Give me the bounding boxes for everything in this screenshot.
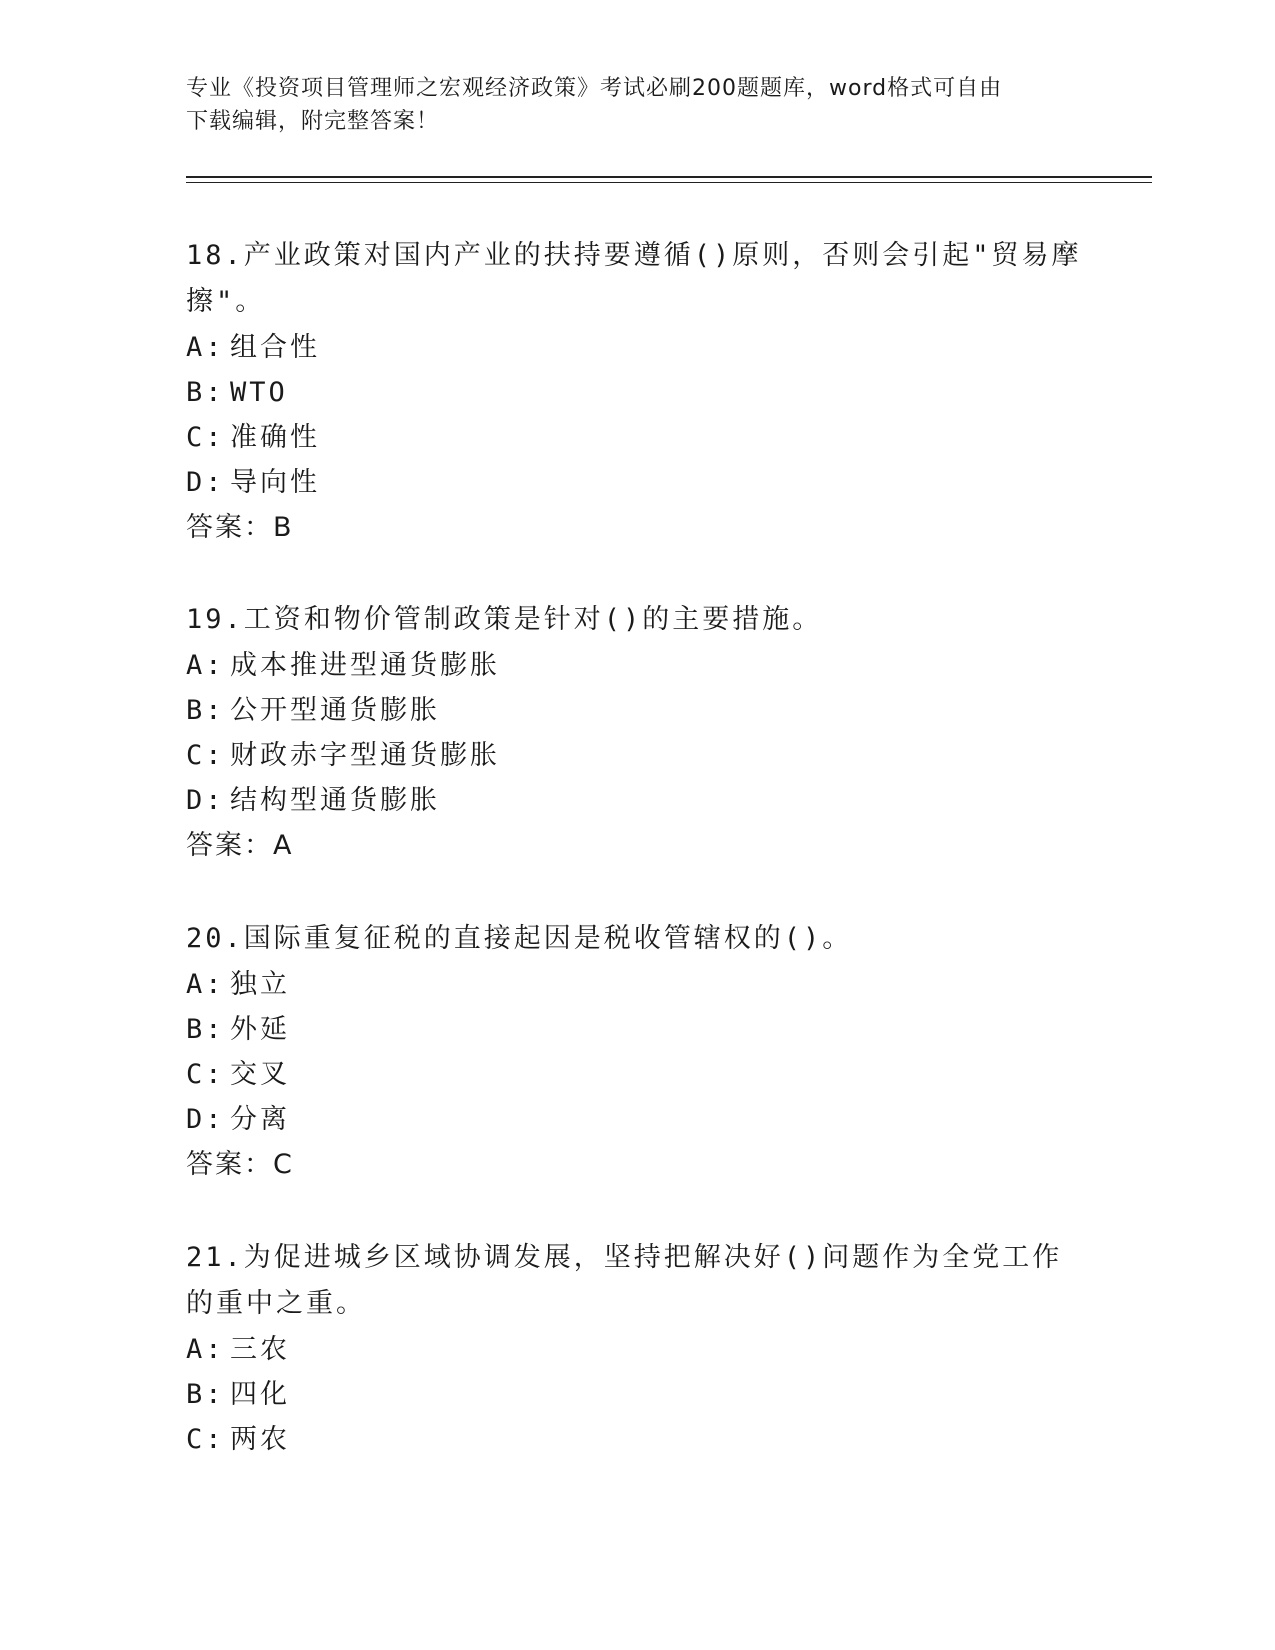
option-text: 三农 [230, 1334, 290, 1365]
question-19 [186, 597, 1086, 868]
option-label: D: [186, 467, 225, 498]
answer: 答案：C [186, 1149, 294, 1180]
question-text: 19.工资和物价管制政策是针对()的主要措施。 [186, 604, 823, 635]
option-text: 组合性 [230, 332, 320, 363]
option-text: 结构型通货膨胀 [230, 785, 440, 816]
option-a [186, 643, 1086, 688]
option-c [186, 733, 1086, 778]
option-label: B: [186, 1014, 225, 1045]
option-text: 准确性 [230, 422, 320, 453]
document-header [186, 72, 1066, 138]
option-c [186, 1417, 1086, 1462]
option-label: A: [186, 650, 225, 681]
option-label: C: [186, 422, 225, 453]
option-label: A: [186, 332, 225, 363]
option-d [186, 1097, 1086, 1142]
option-a [186, 1327, 1086, 1372]
option-label: A: [186, 1334, 225, 1365]
option-text: 财政赤字型通货膨胀 [230, 740, 500, 771]
option-text: 交叉 [230, 1059, 290, 1090]
option-label: D: [186, 785, 225, 816]
option-label: D: [186, 1104, 225, 1135]
header-line-1: 专业《投资项目管理师之宏观经济政策》考试必刷200题题库，word格式可自由 [186, 76, 1003, 101]
option-label: B: [186, 377, 225, 408]
option-text: 外延 [230, 1014, 290, 1045]
option-text: 导向性 [230, 467, 320, 498]
option-c [186, 415, 1086, 460]
answer: 答案：A [186, 830, 294, 861]
question-20 [186, 916, 1086, 1187]
option-c [186, 1052, 1086, 1097]
option-a [186, 325, 1086, 370]
option-d [186, 778, 1086, 823]
question-21 [186, 1235, 1086, 1462]
option-a [186, 962, 1086, 1007]
option-b [186, 370, 1086, 415]
header-divider-thin [186, 182, 1152, 183]
option-label: B: [186, 1379, 225, 1410]
option-text: 四化 [230, 1379, 290, 1410]
question-text: 18.产业政策对国内产业的扶持要遵循()原则，否则会引起"贸易摩擦"。 [186, 240, 1082, 317]
option-label: B: [186, 695, 225, 726]
option-text: 公开型通货膨胀 [230, 695, 440, 726]
option-text: 独立 [230, 969, 290, 1000]
header-divider-thick [186, 176, 1152, 178]
question-text: 21.为促进城乡区域协调发展，坚持把解决好()问题作为全党工作的重中之重。 [186, 1242, 1063, 1319]
option-text: WTO [230, 377, 288, 408]
option-d [186, 460, 1086, 505]
question-18 [186, 233, 1086, 550]
option-b [186, 688, 1086, 733]
question-text: 20.国际重复征税的直接起因是税收管辖权的()。 [186, 923, 853, 954]
option-b [186, 1372, 1086, 1417]
option-text: 分离 [230, 1104, 290, 1135]
option-text: 两农 [230, 1424, 290, 1455]
option-label: C: [186, 740, 225, 771]
option-text: 成本推进型通货膨胀 [230, 650, 500, 681]
option-label: A: [186, 969, 225, 1000]
answer: 答案：B [186, 512, 294, 543]
option-label: C: [186, 1059, 225, 1090]
option-b [186, 1007, 1086, 1052]
header-line-2: 下载编辑，附完整答案！ [186, 109, 440, 134]
option-label: C: [186, 1424, 225, 1455]
